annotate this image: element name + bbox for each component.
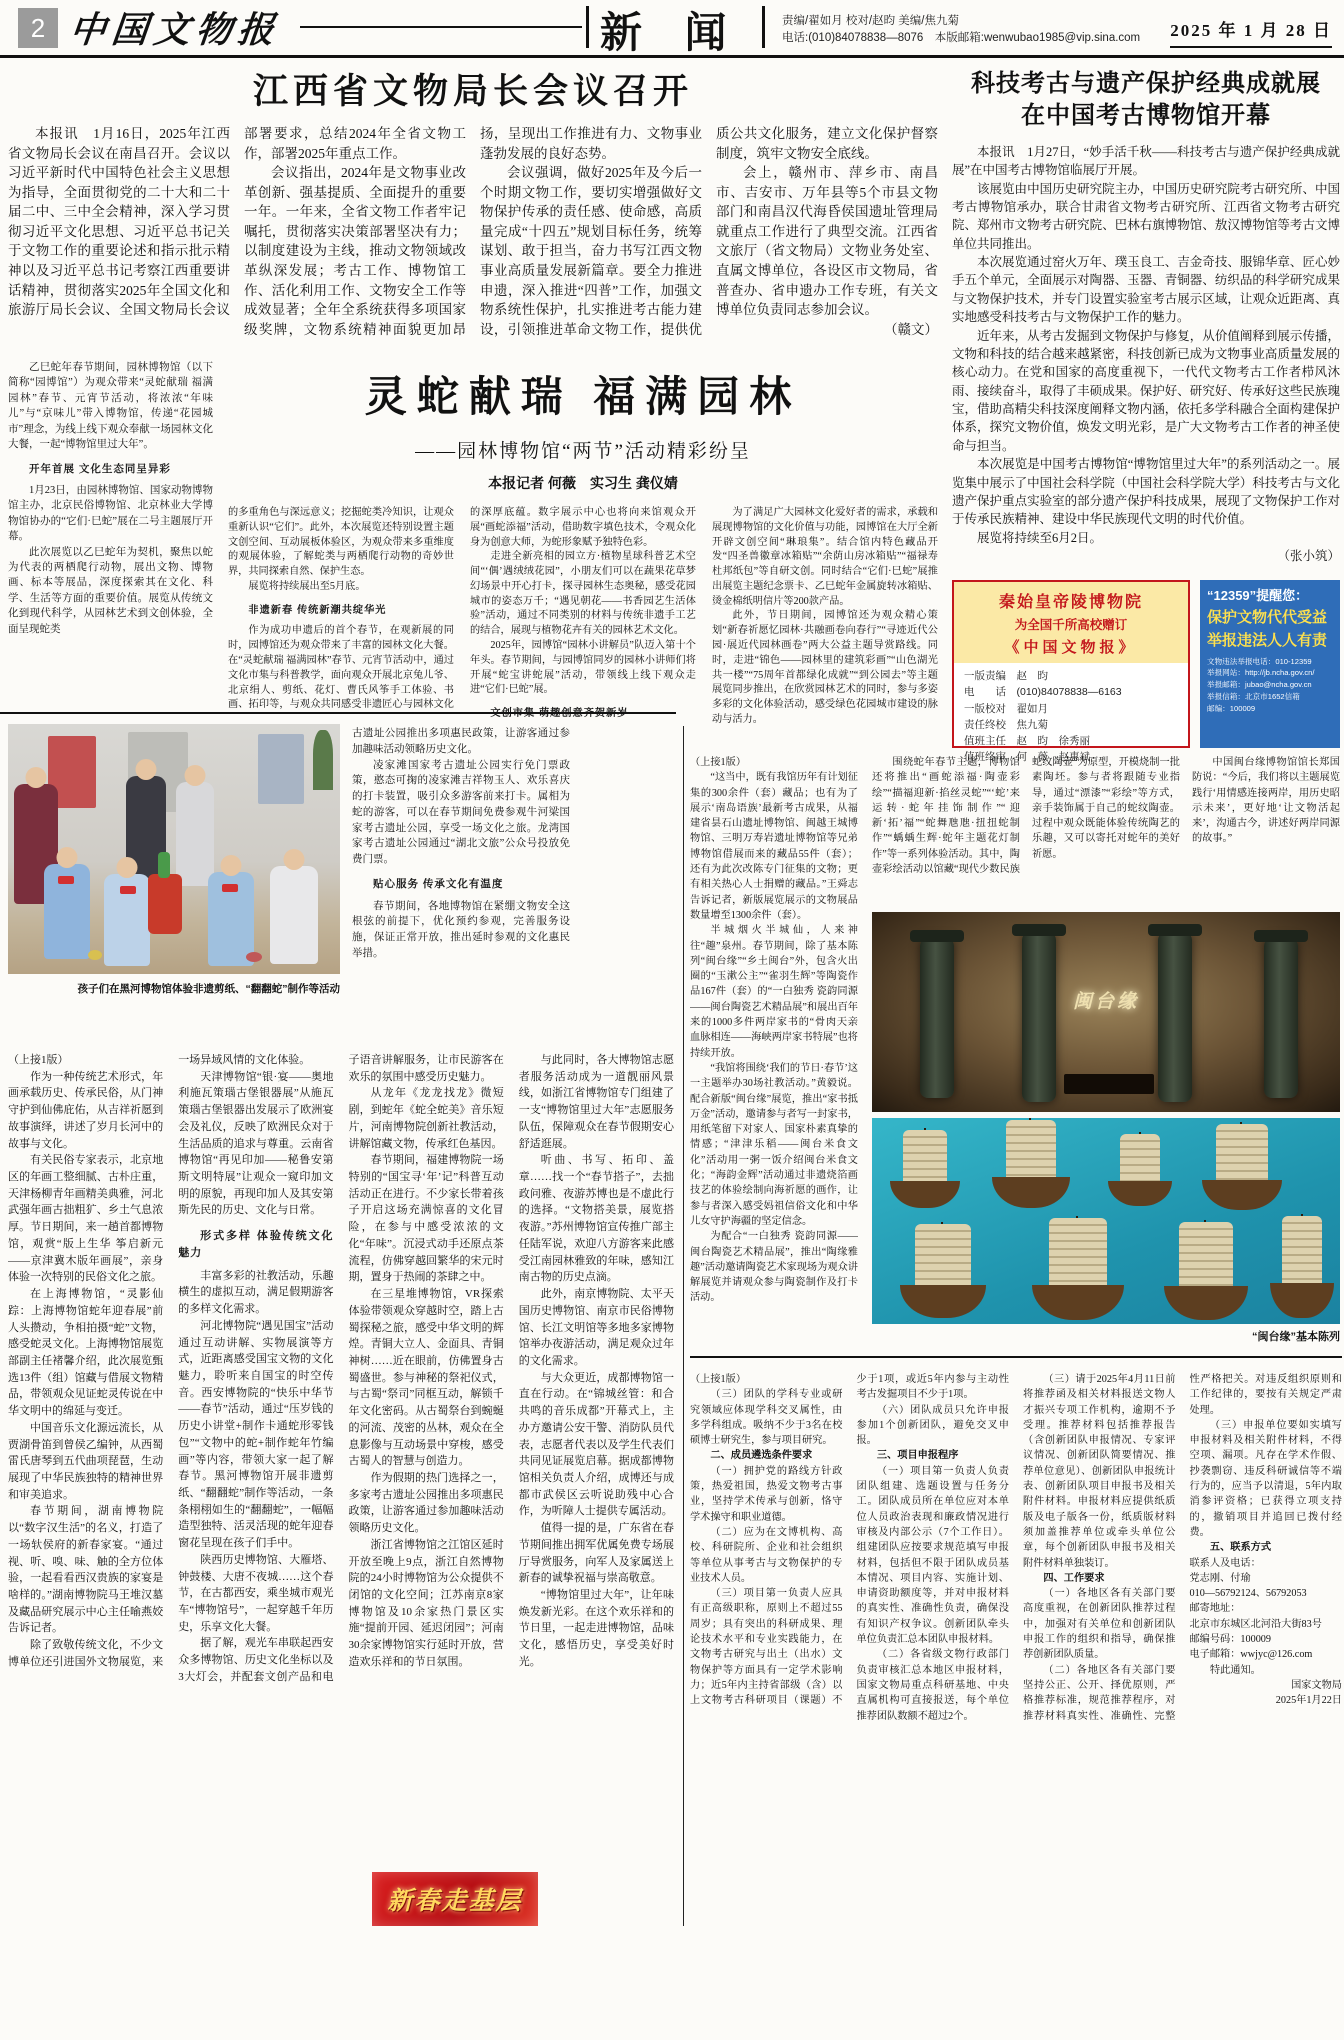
- paragraph: （上接1版）: [690, 757, 747, 768]
- text-line: 举报信箱：北京市1652信箱: [1207, 691, 1300, 701]
- paragraph: （上接1版）: [690, 1374, 747, 1385]
- subscription-header: [954, 582, 1188, 663]
- paragraph: 围绕蛇年春节主题，博物馆还将推出“画蛇添福·陶壶彩绘”“描福迎新·掐丝灵蛇”“‘蛇’来运转·蛇年挂饰制作”“迎新‘拓’福”“蛇舞虺虺·扭扭蛇制作”“蝺蝺生辉·蛇年主题花灯制作”等一系列体验活动。其中，陶壶彩绘活动以馆藏“现代少数民族蛇纹陶壶”为原型，开模烧制一批素陶坯。参与者将跟随专业指导，通过“漂漆”“彩绘”等方式，亲手装饰属于自己的蛇纹陶壶。过程中观众既能体验传统陶艺的乐趣，又可以寄托对蛇年的美好祈愿。: [872, 757, 1180, 876]
- paragraph: 为配合“一白独秀 瓷韵同源——闽台陶瓷艺术精品展”，推出“陶缘雅趣”活动邀请陶瓷艺术家现场为观众讲解展览并请观众参与陶瓷制作及打卡活动。: [690, 1231, 858, 1304]
- paragraph: 值得一提的是，广东省在春节期间推出拥军优属免费专场展厅导赏服务，向军人及家属送上新春的诚挚祝福与崇高敬意。: [518, 1522, 674, 1585]
- paragraph: 电子邮箱：wwjyc@126.com: [1189, 1649, 1313, 1661]
- child-figure: [270, 866, 318, 964]
- red-lantern-craft: [148, 874, 182, 934]
- paragraph: 凌家滩国家考古遗址公园实行免门票政策，憨态可掬的凌家滩吉祥物玉人、欢乐喜庆的打卡装置，吸引众多游客前来打卡。属相为蛇的游客，可以在春节期间免费参观牛河梁国家考古遗址公园，享受一场文化之旅。龙湾国家考古遗址公园通过“湖北文旅”公众号投放免费门票。: [352, 759, 570, 865]
- hotline-slogan2: 举报违法人人有责: [1207, 632, 1328, 650]
- display-bench: [1064, 1074, 1154, 1094]
- paragraph: （二）各省级文物行政部门负责审核汇总本地区申报材料，国家文物局重点科研基地、中央直属机构可直接报送，每个单位推荐团队数额不超过2个。: [856, 1649, 1009, 1722]
- pillar-capital: [1254, 930, 1308, 942]
- carved-pillar: [920, 938, 954, 1098]
- paragraph: 国家文物局: [1291, 1679, 1342, 1691]
- paragraph: 邮编号码：100009: [1189, 1634, 1271, 1646]
- text-line: 值班主任 赵 昀 徐秀丽: [964, 735, 1090, 748]
- paragraph: 2025年1月22日: [1275, 1695, 1342, 1707]
- paragraph: 的多重角色与深远意义；挖掘蛇类冷知识，让观众重新认识“它们”。此外，本次展览还特别设置主题文创空间、互动展板体验区，为观众带来多重维度的观展体验，了解蛇类与两栖爬行动物的奇妙世界，共同探索自然、保护生态。: [228, 507, 454, 578]
- subhead: 开年首展 文化生态同呈异彩: [29, 462, 171, 475]
- paragraph: 该展览由中国历史研究院主办，中国历史研究院考古研究所、中国考古博物馆承办，联合甘肃省文物考古研究所、江西省文物考古研究院、郑州市文物考古研究院、巴林右旗博物馆、敖汉博物馆等考古文博单位共同推出。: [952, 181, 1340, 251]
- subhead: 贴心服务 传承文化有温度: [373, 877, 504, 890]
- banner-label: 新春走基层: [387, 1888, 523, 1915]
- paragraph: （一）拥护党的路线方针政策，热爱祖国，热爱文物考古事业，坚持学术传承与创新，恪守学术操守和职业道德。: [690, 1465, 843, 1523]
- new-spring-banner: [372, 1872, 538, 1926]
- paragraph: 2025年，园博馆“园林小讲解员”队迈入第十个年头。春节期间，与园博馆同岁的园林小讲师们将开展“蛇宝讲蛇展”活动，带领线上线下观众走进“它们·巳蛇”展。: [470, 640, 696, 696]
- parks-service-column: [352, 726, 570, 1048]
- paragraph: 浙江省博物馆之江馆区延时开放至晚上9点，浙江自然博物院的24小时博物馆为公众提供不闭馆的文化空间；江苏南京8家博物馆及10余家热门景区实施“提前开园、延迟闭园”；河南30余家博物馆实行延时开放，营造欢乐祥和的节日氛围。: [348, 1538, 504, 1668]
- person-figure: [176, 782, 214, 886]
- paragraph: 在三星堆博物馆，VR探索体验带领观众穿越时空，踏上古蜀探秘之旅，感受中华文明的辉煌。青铜大立人、金面具、青铜神树……近在眼前，仿佛置身古蜀盛世。参与神秘的祭祀仪式，与古蜀“祭司”同框互动，解锁千年文化密码。从古蜀祭台到蜿蜒的河流、茂密的丛林，观众在全息影像与互动场景中穿梭，感受古蜀人的智慧与创造力。: [348, 1288, 504, 1468]
- paragraph: 会议强调，做好2025年及今后一个时期文物工作，要切实增强做好文物保护传承的责任感、使命感，高质量完成“十四五”规划目标任务，统筹谋划、敢于担当，奋力书写江西文物事业高质量发展新篇章。要全力推进申遗，深入推进“四普”工作，加强文物系统性保护，扎实推进考古能力建设，引领推进革命文物工作，提供优质公共文化服务，建立文化保护督察制度，筑牢文物安全底线。: [480, 126, 938, 337]
- paper-logo: 中国文物报: [67, 10, 282, 50]
- paragraph: 1月23日，由园林博物馆、国家动物博物馆主办，北京民俗博物馆、北京林业大学博物馆协办的“它们·巳蛇”展在二号主题展厅开幕。: [8, 484, 213, 543]
- paragraph: （三）请于2025年4月11日前将推荐函及相关材料报送文物人才振兴专项工作机构，逾期不予受理。推荐材料包括推荐报告（含创新团队申报情况、专家评议情况、创新团队简要情况、推荐单位意见）、创新团队申报统计表、创新团队项目申报书及相关附件材料。申报材料应提供纸质版及电子版各一份，纸质版材料须加盖推荐单位或牵头单位公章，每个创新团队申报书及相关附件材料单独装订。: [1023, 1374, 1176, 1569]
- hotline-slogan1: 保护文物代代受益: [1207, 608, 1328, 626]
- article-jiangxi-meeting: [8, 62, 938, 358]
- paragraph: 中国音乐文化源远流长，从贾湖骨笛到曾侯乙编钟，从西蜀雷氏唐琴到五代曲项琵琶，生动展现了中华民族独特的精神世界和审美追求。: [8, 1421, 164, 1501]
- paragraph: 春节期间，湖南博物院以“数字汉生活”的名义，打造了一场轪侯府的新春家宴。“通过视、听、嗅、味、触的全方位体验，一起看看西汉贵族的家宴是啥样的。”湖南博物院马王堆汉墓及藏品研究展示中心主任喻燕姣告诉记者。: [8, 1505, 164, 1635]
- paragraph: 从龙年《龙龙找龙》微短剧，到蛇年《蛇全蛇美》音乐短片，河南博物院创新社教活动，讲解馆藏文物，传承红色基因。: [348, 1087, 504, 1150]
- divider: [586, 6, 589, 48]
- nwca-notice-article: [690, 1372, 1342, 1724]
- divider: [690, 1356, 1342, 1358]
- paragraph: “博物馆里过大年”，让年味焕发新光彩。在这个欢乐祥和的节日里，一起走进博物馆，品味文化，感悟历史，享受美好时光。: [518, 1589, 674, 1668]
- hotline-details: [1207, 656, 1333, 715]
- section-title: 新 闻: [600, 11, 743, 57]
- divider: [0, 712, 676, 714]
- subhead: 形式多样 体验传统文化魅力: [178, 1230, 334, 1259]
- mintai-exhibit-hall-photo: [872, 912, 1340, 1112]
- paragraph: 邮寄地址：: [1189, 1603, 1241, 1615]
- paragraph: “这当中，既有我馆历年有计划征集的300余件（套）藏品；也有为了展示‘南岛语族’最新考古成果，从福建省昙石山遗址博物馆、闽越王城博物馆、三明万寿岩遗址博物馆等兄弟博物馆借展而来的藏品55件（套）；还有为此次改陈专门征集的文物；更有相关热心人士捐赠的藏品。”王舜志告诉记者，新版展览展示的文物展品数量增至1300余件（套）。: [690, 772, 858, 921]
- subhead: 二、成员遴选条件要求: [710, 1450, 813, 1462]
- divider: [762, 6, 765, 48]
- editors-line: 责编/翟如月 校对/赵昀 美编/焦九菊: [782, 15, 959, 27]
- text-line: 一版校对 翟如月: [964, 702, 1048, 715]
- feature-title: 灵蛇献瑞 福满园林: [364, 375, 802, 421]
- paragraph: 此外，节日期间，园博馆还为观众精心策划“新春祈愿忆园林·共融画卷向春行”“寻迹近代公园·展近代园林画卷”两大公益主题导赏路线。同时，走进“锦色——园林里的建筑彩画”“山色湖光共一楼”“75周年首都绿化成就”“到公园去”等主题展览同步推出，在欣赏园林艺术的同时，参与多姿多彩的文化体验活动，感受绿色花园城市建设的脉动与活力。: [712, 610, 938, 725]
- paragraph: 与此同时，各大博物馆志愿者服务活动成为一道靓丽风景线，如浙江省博物馆专门组建了一支“博物馆里过大年”志愿服务队伍，保障观众在春节假期安心舒适逛展。: [518, 1054, 674, 1150]
- hotline-title: “12359”提醒您：: [1207, 588, 1309, 603]
- headline-line1: 科技考古与遗产保护经典成就展: [971, 71, 1321, 97]
- text-line: 电 话 (010)84078838—6163: [964, 686, 1122, 699]
- paragraph: 半城烟火半城仙，人来神往“趣”泉州。春节期间，除了基本陈列“闽台缘”“乡土闽台”外，包含火出圈的“玉漱公主”“雀羽生辉”等陶瓷作品167件（套）的“一白独秀 瓷韵同源——闽台陶瓷艺术精品展”和展出百年来的1000多件两岸家书的“骨肉天亲 血脉相连——海峡两岸家书特展”也将持续开放。: [690, 925, 858, 1059]
- paragraph: 本次展览是中国考古博物馆“博物馆里过大年”的系列活动之一。展览集中展示了中国社会科学院（中国社会科学院大学）科技考古与文化遗产保护重点实验室的部分遗产保护科技成果，展现了文物保护工作对于传承民族精神、建设中华民族现代文明的时代价值。: [952, 457, 1340, 527]
- paragraph: 春节期间，福建博物院一场特别的“国宝寻‘年’记”科普互动活动正在进行。不少家长带着孩子开启这场充满惊喜的文化冒险，在参与中感受浓浓的文化“年味”。沉浸式动手还原点茶流程，仿佛穿越回繁华的宋元时期，置身于热闹的茶肆之中。: [348, 1154, 504, 1284]
- subhead: 非遗新春 传统新潮共绽华光: [248, 604, 387, 616]
- carved-pillar: [1022, 932, 1056, 1102]
- paragraph: （二）应为在文博机构、高校、科研院所、企业和社会组织等单位从事考古与文物保护的专业技术人员。: [690, 1526, 843, 1584]
- divider: [683, 726, 684, 1926]
- article-lingshe-header: [228, 364, 938, 493]
- paragraph: 为了满足广大园林文化爱好者的需求，承载和展现博物馆的文化价值与功能，园博馆在大厅全新开辟文创空间“琳琅集”。结合馆内特色藏品开发“四圣兽徽章冰箱贴”“余荫山房冰箱贴”“福禄寿杜邦纸包”等自研文创。同时结合“它们·巳蛇”展推出展览主题纪念票卡、乙巳蛇年金属旋转冰箱贴、烫金棉纸明信片等200款产品。: [712, 507, 938, 607]
- paragraph: 此次展览以乙巳蛇年为契机，聚焦以蛇为代表的两栖爬行动物，展出文物、博物画、标本等展品，深度探索其在文化、科学、生活等方面的重要价值。展览从传统文化到现代科学，从园林艺术到文创体验，全面呈现蛇类: [8, 546, 213, 635]
- red-scarf: [222, 884, 238, 892]
- paragraph: 春节期间，各地博物馆在紧绷文物安全这根弦的前提下，优化预约参观，完善服务设施，保证正常开放，推出延时参观的文化惠民举措。: [352, 900, 570, 959]
- article-tech-archaeology-exhibition: [952, 64, 1340, 573]
- text-line: 举报网站：http://jb.ncha.gov.cn/: [1207, 668, 1315, 678]
- paragraph: （一）各地区各有关部门要高度重视，在创新团队推荐过程中，加强对有关单位和创新团队申报工作的组织和指导，确保推荐创新团队质量。: [1023, 1588, 1176, 1661]
- carved-pillar: [1158, 932, 1192, 1102]
- mintai-article-topcols: [872, 755, 1340, 905]
- paragraph: 河北博物院“遇见国宝”活动通过互动讲解、实物展演等方式，近距离感受国宝文物的文化魅力，聆听来自国宝的时空传音。西安博物院的“快乐中华节——春节”活动，通过“压岁钱的历史小讲堂+制作卡通蛇形零钱包”“文物中的蛇+制作蛇年竹编画”等内容，带领大家一起了解春节。黑河博物馆开展非遗剪纸、“翻翻蛇”制作等活动，一条条栩栩如生的“翻翻蛇”，一幅幅造型独特、活灵活现的蛇年迎春窗花呈现在孩子们手中。: [178, 1319, 334, 1550]
- subscription-line3: 《中国文物报》: [1004, 640, 1138, 656]
- paragraph: 本报讯 1月16日，2025年江西省文物局长会议在南昌召开。会议以习近平新时代中国特色社会主义思想为指导，全面贯彻党的二十大和二十届二中、三中全会精神，深入学习贯彻习近平文化思想、习近平总书记关于文物工作的重要论述和指示批示精神以及习近平总书记考察江西重要讲话精神，贯彻落实2025年全国文化和旅游厅局长会议、全国文物局长会议部署要求，总结2024年全省文物工作，部署2025年重点工作。: [8, 126, 466, 318]
- headline: 江西省文物局长会议召开: [252, 72, 693, 111]
- paragraph: 会上，赣州市、萍乡市、南昌市、吉安市、万年县等5个市县文物部门和南昌汉代海昏侯国遗址管理局就重点工作进行了典型交流。江西省文旅厅（省文物局）文物业务处室、直属文博单位，各设区市文物局，省普查办、省申遗办工作专班，有关文博单位负责同志参加会议。: [716, 165, 938, 318]
- text-line: 举报邮箱：jubao@ncha.gov.cn: [1207, 680, 1312, 690]
- paragraph: 作为一种传统艺术形式，年画承载历史、传承民俗，从门神守护到仙佛庇佑，从吉祥祈愿到故事演绎，讲述了岁月长河中的故事与文化。: [8, 1070, 164, 1150]
- subhead: 五、联系方式: [1209, 1542, 1272, 1554]
- museum-newyear-article: [8, 1052, 674, 1686]
- paragraph: （三）申报单位要如实填写申报材料及相关附件材料，不得空项、漏项。凡存在学术作假、抄袭剽窃、违反科研诚信等不端行为的，应当予以清退，5年内取消参评资格；已获得立项支持的，撤销项目并追回已拨付经费。: [1189, 1419, 1342, 1538]
- divider: [300, 26, 582, 28]
- article-body: [952, 143, 1340, 573]
- headline-line2: 在中国考古博物馆开幕: [1021, 103, 1271, 130]
- paragraph: 会议指出，2024年是文物事业改革创新、强基提质、全面提升的重要一年。一年来，全省文物工作者牢记嘱托，贯彻落实决策部署坚决有力；以制度建设为主线，推动文物领域改革纵深发展；考古工作、博物馆工作、活化利用工作、文物安全工作等成效显著；全年全系统获得多项国家级奖牌，文物系统精神面貌更加昂扬，呈现出工作推进有力、文物事业蓬勃发展的良好态势。: [244, 126, 702, 337]
- table-item: [246, 952, 262, 962]
- paragraph: 与大众更近，成都博物馆一直在行动。在“锦城丝管：和合共鸣的音乐成都”开幕式上，主办方邀请公安干警、消防队员代表，志愿者代表以及学生代表们共同见证展览启幕。据成都博物馆相关负责人介绍，成博还与成都市武侯区云听说助残中心合作，为听障人士提供专属活动。: [518, 1371, 674, 1518]
- paragraph: 党志刚、付瑜: [1189, 1572, 1251, 1584]
- paragraph: （上接1版）: [8, 1054, 69, 1066]
- text-line: 文物违法举报电话：010-12359: [1207, 656, 1312, 666]
- table-item: [88, 950, 102, 960]
- plant-decoration: [313, 730, 333, 790]
- text-line: 邮编：100009: [1207, 703, 1256, 713]
- paragraph: （三）团队的学科专业或研究领域应体现学科交叉属性，由多学科组成。吸纳不少于3名在校硕博士研究生，参与项目研究。: [690, 1389, 843, 1447]
- paragraph: 特此通知。: [1209, 1664, 1261, 1676]
- subhead: 四、工作要求: [1043, 1572, 1105, 1584]
- article-lingshe-left-column: [8, 360, 213, 766]
- report-hotline-box: [1200, 580, 1340, 748]
- feature-subtitle: ——园林博物馆“两节”活动精彩纷呈: [415, 441, 751, 462]
- paragraph: （赣文）: [884, 321, 938, 337]
- paragraph: 丰富多彩的社教活动，乐趣横生的虚拟互动，满足假期游客的多样文化需求。: [178, 1269, 334, 1316]
- paragraph: 此外，南京博物院、太平天国历史博物馆、南京市民俗博物馆、长江文明馆等多地多家博物馆举办夜游活动，满足观众过年的文化需求。: [518, 1288, 674, 1367]
- paragraph: “我馆将围绕‘我们的节日·春节’这一主题举办30场社教活动。”黄毅说。配合新版“闽台缘”展览，推出“家书抵万金”活动，邀请参与者写一封家书，用纸笔留下对家人、国家朴素真挚的情感；“津津乐稻——闽台米食文化”活动用一粥一饭介绍闽台米食文化；“海韵金辉”活动通过非遗烧箔画技艺的体验绘制向海祈愿的画作，让参与者深入感受妈祖信俗文化和中华儿女守护海疆的坚定信念。: [690, 1062, 858, 1227]
- paragraph: 本报讯 1月27日，“妙手活千秋——科技考古与遗产保护经典成就展”在中国考古博物馆临展厅开展。: [952, 144, 1340, 178]
- subhead: 三、项目申报程序: [876, 1450, 959, 1462]
- paragraph: 走进全新亮相的园立方·植物星球科普艺术空间“‘偶’遇绒绒花园”，小朋友们可以在蔬果花草梦幻场景中开心打卡，探寻园林生态奥秘，感受花园城市的姿态万千；“遇见朝花——书香园艺生活体验”活动，通过不同类别的材料与传统非遗手工艺的结合，展现与植物花卉有关的园林艺术文化。: [470, 551, 696, 637]
- subscription-line2: 为全国千所高校赠订: [1014, 618, 1128, 632]
- masthead: [0, 0, 1344, 58]
- paragraph: 中国闽台缘博物馆馆长郑国防说：“今后，我们将以主题展览践行‘用情感连接两岸，用历史昭示未来’，更好地‘让文物活起来’，沟通古今，讲述好两岸同源的故事。”: [1192, 757, 1340, 845]
- pillar-capital: [1148, 924, 1202, 936]
- pillar-capital: [910, 930, 964, 942]
- contact-line: 电话:(010)84078838—8076 本版邮箱:wenwubao1985@vip.sina.com: [782, 32, 1141, 45]
- edition-date: 2025 年 1 月 28 日: [1170, 16, 1332, 48]
- paragraph: 乙巳蛇年春节期间，园林博物馆（以下简称“园博馆”）为观众带来“灵蛇献瑞 福满园林”春节、元宵节活动，将浓浓“年味儿”与“京味儿”带入博物馆，传递“花园城市”理念，为线上线下观众奉献一场园林文化大餐，一起“博物馆里过大年”。: [8, 362, 213, 451]
- paragraph: 北京市东城区北河沿大街83号: [1189, 1618, 1322, 1630]
- craft-decoration: [158, 852, 170, 878]
- paragraph: 除了致敬传统文化，不少文博单位还引进国外文物展览，来一场异域风情的文化体验。: [8, 1054, 311, 1668]
- page-number: 2: [18, 8, 58, 48]
- paragraph: 近年来，从考古发掘到文物保护与修复，从价值阐释到展示传播，文物和科技的结合越来越紧密，科技创新已成为文物事业高质量发展的核心动力。在党和国家的高度重视下，一代代文物考古工作者栉风沐雨、接续奋斗，取得了丰硕成果。保护好、研究好、传承好这些民族瑰宝，借助高精尖科技深度阐释文物内涵，依托多学科融合全面构建保护体系，探究文物价值，焕发文明光彩，是广大文物考古工作者的神圣使命与担当。: [952, 328, 1340, 453]
- paragraph: 作为假期的热门选择之一，多家考古遗址公园推出多项惠民政策，让游客通过参加趣味活动领略历史文化。: [348, 1471, 504, 1535]
- subhead: [470, 707, 696, 722]
- article-body: [8, 124, 938, 358]
- paragraph: 听曲、书写、拓印、盖章……找一个“春节搭子”，去拙政问雅、夜游苏博也是不虚此行的选择。“文物搭美景，展览搭夜游。”苏州博物馆宣传推广部主任陆军说，欢迎八方游客来此感受江南园林雅致的年味，感知江南古物的历史点滴。: [518, 1154, 674, 1284]
- text-line: 值班终审 何 薇 赵惠斌: [964, 751, 1090, 764]
- paragraph: 作为成功申遗后的首个春节，在观新展的同时，园博馆还为观众带来了丰富的园林文化大餐。在“灵蛇献瑞 福满园林”春节、元宵节活动中，通过文化市集与科普教学，面向观众开展北京兔儿爷、北京绢人、剪纸、花灯、曹氏风筝手工体验、书画、拓印等，与观众共同感受非遗匠心与园林文化的深厚底蕴。数字展示中心也将向来馆观众开展“画蛇添福”活动，借助数字填色技术，令观众化身为创意大师，为蛇形象赋予独特色彩。: [228, 507, 696, 711]
- paragraph: 联系人及电话：: [1189, 1557, 1261, 1569]
- paragraph: 据了解，观光车串联起西安众多博物馆、历史文化坐标以及3大灯会，并配套文创产品和电子语音讲解服务，让市民游客在欢乐的氛围中感受历史魅力。: [178, 1054, 504, 1683]
- paragraph: 陕西历史博物馆、大雁塔、钟鼓楼、大唐不夜城……这个春节，在古都西安，乘坐城市观光车“博物馆号”，一起穿越千年历史，乐享文化大餐。: [178, 1553, 334, 1633]
- paragraph: （六）团队成员只允许申报参加1个创新团队，避免交叉申报。: [856, 1404, 1009, 1447]
- paragraph: 在上海博物馆，“灵影仙踪：上海博物馆蛇年迎春展”前人头攒动，争相拍摄“蛇”文物，感受蛇灵文化。上海博物馆展览部副主任褚馨介绍，此次展览甄选13件（组）馆藏与借展文物精品，带领观众见证蛇灵传说在中华文明中的绵延与变迁。: [8, 1288, 164, 1418]
- paragraph: （一）项目第一负责人负责团队组建、选题设置与任务分工。团队成员所在单位应对本单位人员政治表现和廉政情况进行审核及内部公示（7个工作日）。组建团队应按要求规范填写申报材料，包括但不限于团队成员基本情况、项目内容、实施计划、申请资助额度等，并对申报材料的真实性、准确性负责，确保没有知识产权争议。创新团队牵头单位负责汇总本团队申报材料。: [856, 1465, 1009, 1646]
- paragraph: （二）各地区各有关部门要坚持公正、公开、择优原则，严格推荐标准，规范推荐程序，对推荐材料真实性、准确性、完整性严格把关。对违反组织原则和工作纪律的，要按有关规定严肃处理。: [1023, 1374, 1342, 1722]
- photo-caption: 孩子们在黑河博物馆体验非遗剪纸、“翻翻蛇”制作等活动: [77, 983, 340, 995]
- text-line: 一版责编 赵 昀: [964, 670, 1048, 682]
- paragraph: 天津博物馆“银·宴——奥地利施瓦策瑙古堡银器展”从施瓦策瑙古堡银器出发展示了欧洲宴会及礼仪，反映了欧洲民众对于生活品质的追求与尊重。云南省博物馆“再见印加——秘鲁安第斯文明特展”让观众一窥印加文明的原貌，再现印加人及其安第斯先民的历史、文化与日常。: [178, 1070, 334, 1217]
- boat-models-photo: [872, 1118, 1340, 1324]
- carved-pillar: [1264, 938, 1298, 1098]
- text-line: 责任终校 焦九菊: [964, 718, 1048, 731]
- poster-decoration: [258, 734, 304, 804]
- headline: [952, 68, 1340, 133]
- exhibit-wall-text: 闽台缘: [1072, 991, 1140, 1013]
- red-scarf: [120, 886, 136, 894]
- pillar-capital: [1012, 924, 1066, 936]
- children-activity-photo: [8, 724, 340, 974]
- subscription-notice-box: [952, 580, 1190, 764]
- paragraph: 010—56792124、56792053: [1189, 1588, 1307, 1600]
- paragraph: 本次展览通过窑火万年、璞玉良工、吉金奇技、服锦华章、匠心妙手五个单元，全面展示对陶器、玉器、青铜器、纺织品的科学研究成果与文物保护技术，并专门设置实验室考古展示区域，让观众近距离、真实地感受科技考古与文物保护工作的魅力。: [952, 255, 1340, 325]
- paragraph: 古遗址公园推出多项惠民政策，让游客通过参加趣味活动领略历史文化。: [352, 728, 570, 755]
- mintai-article-column: [690, 755, 858, 1333]
- red-scarf: [58, 876, 74, 884]
- edition-meta: [782, 13, 1212, 48]
- feature-byline: 本报记者 何薇 实习生 龚仪婧: [488, 475, 678, 491]
- paragraph: 展览将持续展出至5月底。: [248, 580, 366, 592]
- paragraph: 展览将持续至6月2日。: [977, 530, 1103, 545]
- paragraph: 有关民俗专家表示，北京地区的年画工整细腻、古朴庄重，天津杨柳青年画精美典雅，河北武强年画古拙粗犷、乡土气息浓厚。节日期间，来一趟首都博物馆，观赏“版上生华 筝启新元——京津冀木版年画展”，亲身体验一次特别的民俗文化之旅。: [8, 1154, 164, 1284]
- paragraph: （三）项目第一负责人应具有正高级职称，原则上不超过55周岁；具有突出的科研成果、理论技术水平和专业实践能力，在文物考古研究与出土（出水）文物保护等方面具有一定学术影响力；近5年内主持省部级（含）以上文物考古科研项目（课题）不少于1项，或近5年内参与主动性考古发掘项目不少于1项。: [690, 1374, 1009, 1707]
- subscription-line1: 秦始皇帝陵博物院: [998, 594, 1143, 611]
- paragraph: （张小筑）: [1277, 549, 1340, 564]
- photo-caption: “闽台缘”基本陈列: [1252, 1331, 1340, 1343]
